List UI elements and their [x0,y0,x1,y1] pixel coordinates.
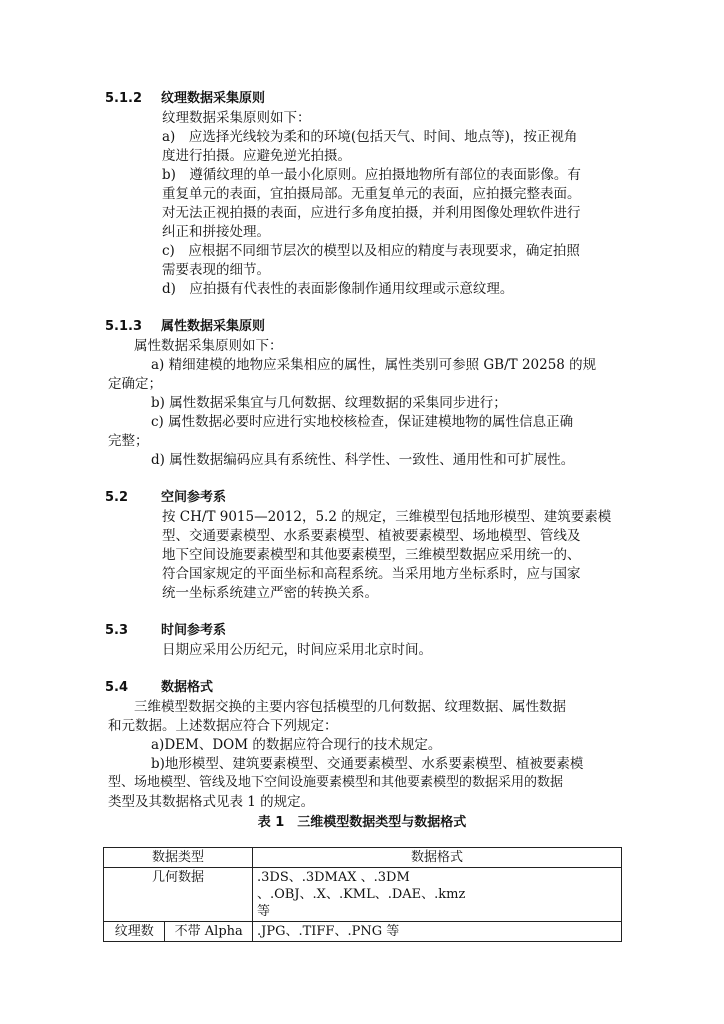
section-heading-5-1-2 [105,90,265,108]
section-title: 空间参考系 [161,490,227,505]
section-heading-5-2 [105,489,226,507]
header-cell-format: 数据格式 [253,848,622,868]
paragraph-line: a) 应选择光线较为柔和的环境(包括天气、时间、地点等)，按正视角 [162,129,578,145]
paragraph-line: 对无法正视拍摄的表面，应进行多角度拍摄，并利用图像处理软件进行 [162,205,581,221]
section-heading-5-1-3 [105,318,265,336]
section-number: 5.4 [105,680,129,695]
section-heading-5-3 [105,622,226,640]
paragraph-line: 型、场地模型、管线及地下空间设施要素模型和其他要素模型的数据采用的数据 [108,775,564,790]
paragraph-line: 完整； [108,433,149,449]
section-number: 5.2 [105,490,129,505]
paragraph-line: d) 应拍摄有代表性的表面影像制作通用纹理或示意纹理。 [162,281,514,297]
cell-line: 等 [257,904,271,919]
paragraph-line: b) 遵循纹理的单一最小化原则。应拍摄地物所有部位的表面影像。有 [162,167,581,183]
paragraph-line: c) 属性数据必要时应进行实地校核检查，保证建模地物的属性信息正确 [151,414,574,430]
paragraph-line: 需要表现的细节。 [162,262,270,278]
table-header-row [104,848,622,868]
cell-texture-type: 纹理数 [104,922,165,942]
section-title: 纹理数据采集原则 [161,91,266,106]
section-number: 5.1.2 [105,91,143,106]
section-number: 5.3 [105,623,129,638]
table-row [104,922,622,942]
paragraph-line: a) 精细建模的地物应采集相应的属性，属性类别可参照 GB/T 20258 的规 [151,357,597,373]
paragraph-line: b) 属性数据采集宜与几何数据、纹理数据的采集同步进行； [151,395,507,411]
paragraph-line: 类型及其数据格式见表 1 的规定。 [108,794,315,810]
paragraph-line: 三维模型数据交换的主要内容包括模型的几何数据、纹理数据、属性数据 [134,699,566,715]
data-format-table [103,847,622,942]
section-title: 时间参考系 [161,623,227,638]
paragraph-line: 地下空间设施要素模型和其他要素模型，三维模型数据应采用统一的、 [162,547,581,563]
paragraph-line: 型、交通要素模型、水系要素模型、植被要素模型、场地模型、管线及 [162,528,581,544]
table-caption: 表 1 三维模型数据类型与数据格式 [257,815,467,830]
cell-geometry-format [253,868,622,922]
paragraph-line: c) 应根据不同细节层次的模型以及相应的精度与表现要求，确定拍照 [162,243,580,259]
paragraph-line: 符合国家规定的平面坐标和高程系统。当采用地方坐标系时，应与国家 [162,566,581,582]
paragraph-line: 重复单元的表面，宜拍摄局部。无重复单元的表面，应拍摄完整表面。 [162,186,581,202]
section-number: 5.1.3 [105,319,143,334]
cell-texture-subtype: 不带 Alpha [165,922,253,942]
paragraph-line: 和元数据。上述数据应符合下列规定： [108,718,338,734]
paragraph-line: 统一坐标系统建立严密的转换关系。 [162,585,378,601]
header-cell-type: 数据类型 [104,848,253,868]
table-row [104,868,622,922]
paragraph-line: 度进行拍摄。应避免逆光拍摄。 [162,148,351,164]
cell-texture-format: .JPG、.TIFF、.PNG 等 [253,922,622,942]
paragraph-line: 日期应采用公历纪元，时间应采用北京时间。 [162,642,432,658]
section-title: 数据格式 [161,680,214,695]
paragraph-line: a)DEM、DOM 的数据应符合现行的技术规定。 [151,737,442,753]
paragraph-line: 定确定； [108,376,162,392]
paragraph-line: 纠正和拼接处理。 [162,224,270,240]
paragraph-line: d) 属性数据编码应具有系统性、科学性、一致性、通用性和可扩展性。 [151,452,575,468]
paragraph-line: b)地形模型、建筑要素模型、交通要素模型、水系要素模型、植被要素模 [151,756,584,772]
section-heading-5-4 [105,679,213,697]
paragraph-line: 纹理数据采集原则如下： [162,110,311,126]
paragraph-line: 属性数据采集原则如下： [134,338,283,354]
cell-geometry-type: 几何数据 [104,868,253,922]
cell-line: .3DS、.3DMAX 、.3DM 、.OBJ、.X、.KML、.DAE、.kmz [257,870,466,902]
section-title: 属性数据采集原则 [161,319,266,334]
paragraph-line: 按 CH/T 9015—2012，5.2 的规定，三维模型包括地形模型、建筑要素模 [162,509,612,525]
